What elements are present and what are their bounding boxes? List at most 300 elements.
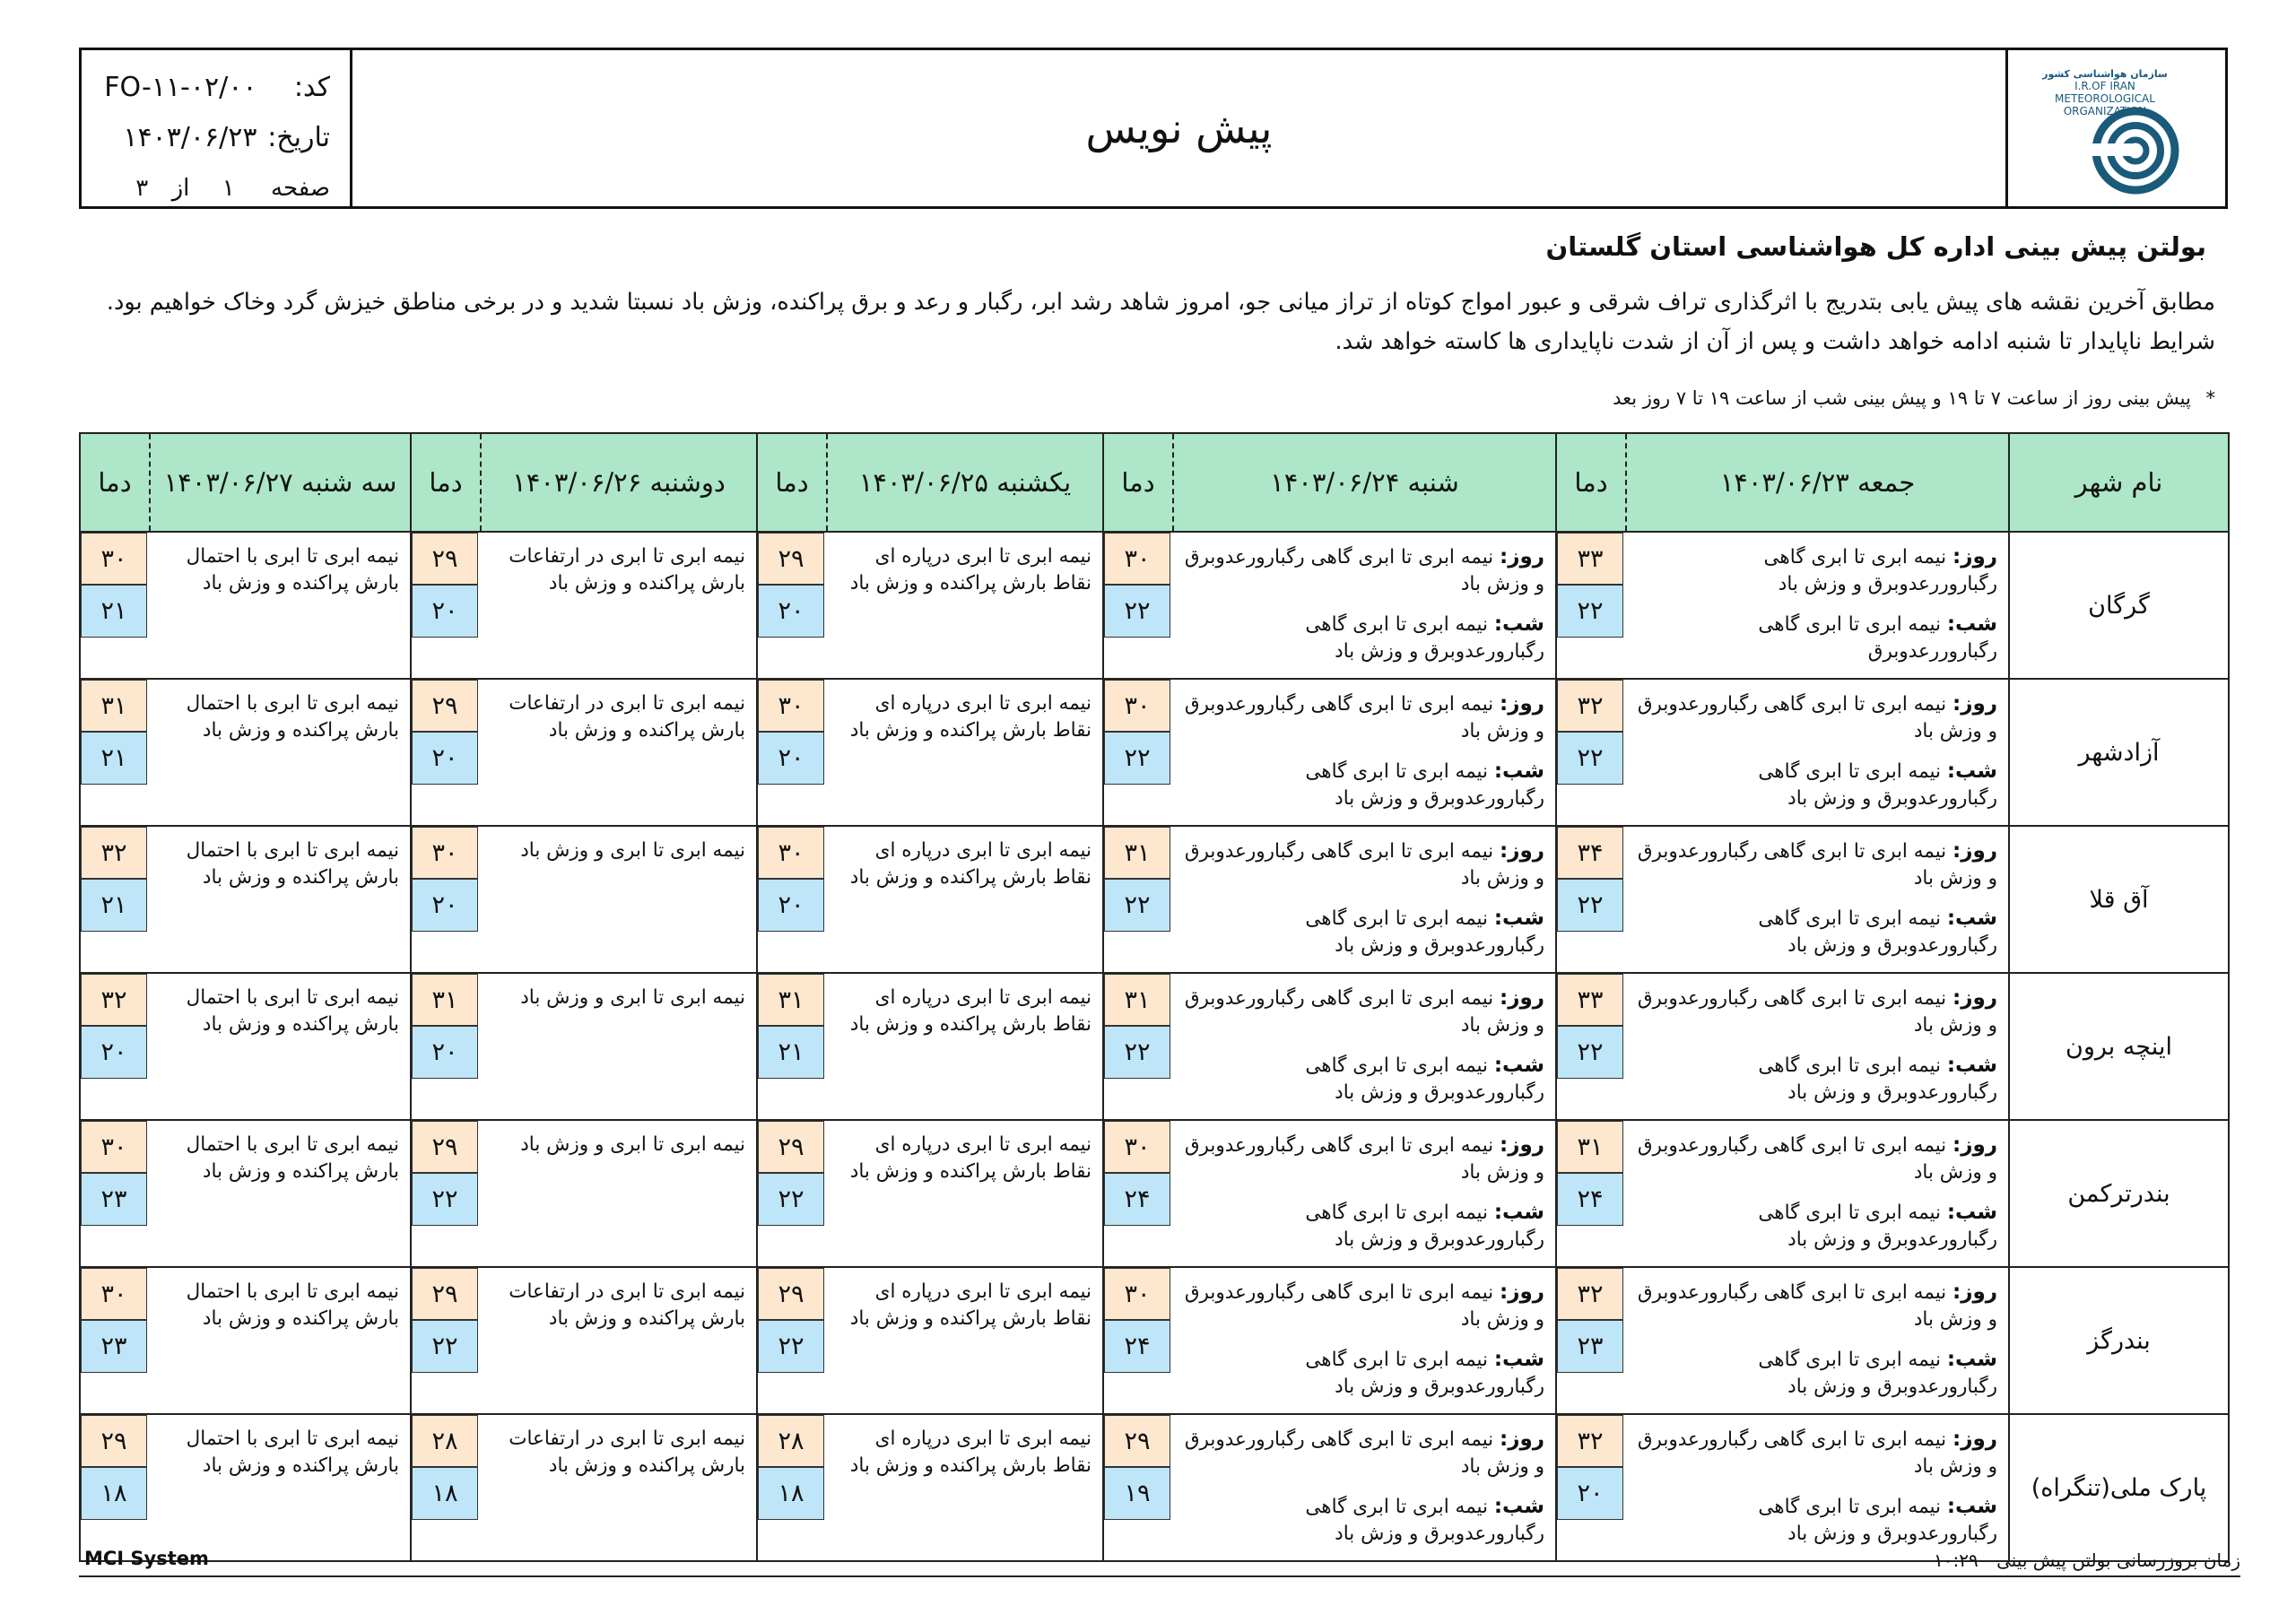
- temperature-cell: [1556, 1414, 1626, 1561]
- day-forecast-text: نیمه ابری تا ابری گاهی رگبارورعدوبرق و وزش باد: [1184, 840, 1544, 890]
- temperature-cell: [80, 1414, 150, 1561]
- table-row: [80, 679, 2229, 826]
- min-temperature: ۲۲: [758, 1320, 824, 1373]
- min-temperature: ۲۲: [1557, 879, 1623, 932]
- night-forecast: [1180, 758, 1544, 812]
- forecast-description: [1173, 532, 1556, 679]
- min-temperature: ۱۸: [758, 1467, 824, 1520]
- max-temperature: ۲۹: [412, 533, 478, 585]
- temperature-cell: [1103, 1267, 1173, 1414]
- temperature-cell: [80, 1120, 150, 1267]
- forecast-description: [481, 532, 757, 679]
- forecast-description: [827, 1414, 1103, 1561]
- forecast-description: [827, 1267, 1103, 1414]
- night-forecast: [1180, 1052, 1544, 1107]
- night-label: شب:: [1946, 1495, 1997, 1518]
- temp-header-5: دما: [80, 433, 150, 532]
- day-label: روز:: [1952, 692, 1997, 716]
- temperature-cell: [1556, 1120, 1626, 1267]
- day-label: روز:: [1500, 839, 1544, 863]
- min-temperature: ۲۲: [412, 1320, 478, 1373]
- day-forecast: [1633, 543, 1997, 598]
- day-label: روز:: [1500, 545, 1544, 568]
- forecast-description: [827, 532, 1103, 679]
- forecast-text: نیمه ابری تا ابری درپاره ای نقاط بارش پراکنده و وزش باد: [849, 1428, 1091, 1477]
- temperature-cell: [757, 1120, 827, 1267]
- forecast-text: نیمه ابری تا ابری و وزش باد: [520, 1133, 745, 1156]
- night-forecast-text: نیمه ابری تا ابری گاهی رگباروررعدوبرق: [1758, 613, 1997, 663]
- night-forecast-text: نیمه ابری تا ابری گاهی رگبارورعدوبرق و وزش باد: [1305, 760, 1544, 810]
- day-forecast: [1633, 1426, 1997, 1480]
- temperature-cell: [80, 826, 150, 973]
- page-total: ۳: [135, 175, 149, 202]
- night-forecast-text: نیمه ابری تا ابری گاهی رگبارورعدوبرق و وزش باد: [1305, 1349, 1544, 1398]
- min-temperature: ۲۰: [412, 732, 478, 785]
- temperature-cell: [411, 679, 481, 826]
- page-number: ۱: [222, 175, 235, 202]
- temp-header-1: دما: [1556, 433, 1626, 532]
- temperature-cell: [80, 973, 150, 1120]
- forecast-text: نیمه ابری تا ابری درپاره ای نقاط بارش پراکنده و وزش باد: [849, 986, 1091, 1036]
- day-header-5: سه شنبه ۱۴۰۳/۰۶/۲۷: [150, 433, 411, 532]
- forecast-description: [1626, 1267, 2009, 1414]
- day-label: روز:: [1952, 839, 1997, 863]
- forecast-description: [1173, 1120, 1556, 1267]
- max-temperature: ۲۹: [758, 533, 824, 585]
- page-label: صفحه: [271, 175, 330, 202]
- forecast-text: نیمه ابری تا ابری با احتمال بارش پراکنده و وزش باد: [186, 1133, 399, 1183]
- night-forecast: [1633, 758, 1997, 812]
- day-forecast: [1633, 838, 1997, 892]
- min-temperature: ۱۸: [81, 1467, 147, 1520]
- temperature-cell: [80, 1267, 150, 1414]
- logo-en-line-1: I.R.OF IRAN: [2074, 80, 2135, 92]
- min-temperature: ۲۰: [758, 585, 824, 638]
- day-forecast-text: نیمه ابری تا ابری گاهی رگبارورعدوبرق و وزش باد: [1637, 1428, 1997, 1478]
- day-forecast: [1180, 985, 1544, 1039]
- forecast-text: نیمه ابری تا ابری با احتمال بارش پراکنده و وزش باد: [186, 1428, 399, 1477]
- forecast-description: [1173, 1414, 1556, 1561]
- footer-system-label: MCI System: [84, 1548, 209, 1569]
- night-label: شب:: [1946, 1348, 1997, 1371]
- document-header: [79, 48, 2228, 209]
- day-label: روز:: [1952, 1428, 1997, 1451]
- temperature-cell: [411, 1414, 481, 1561]
- city-header: نام شهر: [2009, 433, 2229, 532]
- day-label: روز:: [1500, 1428, 1544, 1451]
- night-label: شب:: [1493, 1201, 1544, 1224]
- night-label: شب:: [1946, 1201, 1997, 1224]
- temperature-cell: [1556, 1267, 1626, 1414]
- city-name: اینچه برون: [2009, 973, 2229, 1120]
- forecast-text: نیمه ابری تا ابری درپاره ای نقاط بارش پراکنده و وزش باد: [849, 1133, 1091, 1183]
- max-temperature: ۳۰: [81, 1121, 147, 1173]
- table-row: [80, 1414, 2229, 1561]
- city-name: گرگان: [2009, 532, 2229, 679]
- max-temperature: ۲۹: [412, 680, 478, 732]
- forecast-text: نیمه ابری تا ابری در ارتفاعات بارش پراکنده و وزش باد: [509, 1280, 745, 1330]
- forecast-text: نیمه ابری تا ابری با احتمال بارش پراکنده و وزش باد: [186, 692, 399, 742]
- night-forecast-text: نیمه ابری تا ابری گاهی رگبارورعدوبرق و وزش باد: [1758, 1496, 1997, 1545]
- min-temperature: ۲۳: [81, 1173, 147, 1226]
- page-row: [82, 163, 330, 213]
- temperature-cell: [757, 532, 827, 679]
- forecast-text: نیمه ابری تا ابری در ارتفاعات بارش پراکنده و وزش باد: [509, 692, 745, 742]
- day-label: روز:: [1500, 692, 1544, 716]
- night-forecast: [1633, 1052, 1997, 1107]
- temperature-cell: [757, 826, 827, 973]
- night-forecast-text: نیمه ابری تا ابری گاهی رگبارورعدوبرق و وزش باد: [1758, 1202, 1997, 1251]
- temp-header-4: دما: [411, 433, 481, 532]
- day-forecast-text: نیمه ابری تا ابری گاهی رگبارورعدوبرق و وزش باد: [1184, 987, 1544, 1037]
- temperature-cell: [1103, 973, 1173, 1120]
- forecast-text: نیمه ابری تا ابری در ارتفاعات بارش پراکنده و وزش باد: [509, 1428, 745, 1477]
- max-temperature: ۲۹: [412, 1268, 478, 1320]
- day-label: روز:: [1952, 1133, 1997, 1157]
- day-forecast-text: نیمه ابری تا ابری گاهی رگباروررعدوبرق و وزش باد: [1763, 546, 1997, 595]
- forecast-description: [1626, 679, 2009, 826]
- document-meta: [82, 50, 352, 206]
- forecast-text: نیمه ابری تا ابری درپاره ای نقاط بارش پراکنده و وزش باد: [849, 1280, 1091, 1330]
- code-row: [82, 63, 330, 113]
- night-label: شب:: [1946, 907, 1997, 930]
- max-temperature: ۳۲: [81, 827, 147, 879]
- day-forecast-text: نیمه ابری تا ابری گاهی رگبارورعدوبرق و وزش باد: [1637, 987, 1997, 1037]
- max-temperature: ۳۰: [81, 1268, 147, 1320]
- day-header-2: شنبه ۱۴۰۳/۰۶/۲۴: [1173, 433, 1556, 532]
- day-label: روز:: [1500, 1280, 1544, 1304]
- city-name: بندرگز: [2009, 1267, 2229, 1414]
- forecast-text: نیمه ابری تا ابری با احتمال بارش پراکنده و وزش باد: [186, 839, 399, 889]
- forecast-description: [481, 826, 757, 973]
- max-temperature: ۲۸: [758, 1415, 824, 1467]
- temperature-cell: [1556, 826, 1626, 973]
- night-forecast-text: نیمه ابری تا ابری گاهی رگبارورعدوبرق و وزش باد: [1305, 1055, 1544, 1104]
- day-label: روز:: [1952, 986, 1997, 1010]
- night-forecast: [1180, 1346, 1544, 1401]
- day-label: روز:: [1952, 1280, 1997, 1304]
- table-row: [80, 973, 2229, 1120]
- night-forecast: [1633, 611, 1997, 665]
- night-forecast-text: نیمه ابری تا ابری گاهی رگبارورعدوبرق و وزش باد: [1305, 1496, 1544, 1545]
- forecast-description: [481, 679, 757, 826]
- max-temperature: ۳۳: [1557, 974, 1623, 1026]
- spiral-logo-icon: [2091, 106, 2180, 195]
- forecast-description: [1173, 826, 1556, 973]
- max-temperature: ۳۰: [81, 533, 147, 585]
- night-forecast: [1180, 1199, 1544, 1254]
- day-forecast: [1633, 1279, 1997, 1333]
- forecast-description: [827, 973, 1103, 1120]
- min-temperature: ۲۲: [1104, 879, 1170, 932]
- day-forecast: [1180, 1279, 1544, 1333]
- max-temperature: ۳۱: [1557, 1121, 1623, 1173]
- night-forecast-text: نیمه ابری تا ابری گاهی رگبارورعدوبرق و وزش باد: [1758, 1349, 1997, 1398]
- logo-en-line-2: METEOROLOGICAL: [2055, 92, 2155, 105]
- min-temperature: ۲۳: [1557, 1320, 1623, 1373]
- max-temperature: ۳۱: [1104, 974, 1170, 1026]
- night-label: شب:: [1493, 1054, 1544, 1077]
- min-temperature: ۲۲: [1104, 732, 1170, 785]
- night-forecast-text: نیمه ابری تا ابری گاهی رگبارورعدوبرق و وزش باد: [1305, 907, 1544, 957]
- day-forecast: [1180, 543, 1544, 598]
- forecast-description: [1173, 973, 1556, 1120]
- note-text: پیش بینی روز از ساعت ۷ تا ۱۹ و پیش بینی شب از ساعت ۱۹ تا ۷ روز بعد: [1613, 387, 2191, 409]
- forecast-description: [1626, 973, 2009, 1120]
- night-label: شب:: [1946, 759, 1997, 783]
- min-temperature: ۲۱: [81, 879, 147, 932]
- day-header-1: جمعه ۱۴۰۳/۰۶/۲۳: [1626, 433, 2009, 532]
- temperature-cell: [411, 1267, 481, 1414]
- max-temperature: ۳۴: [1557, 827, 1623, 879]
- min-temperature: ۲۴: [1557, 1173, 1623, 1226]
- forecast-description: [481, 973, 757, 1120]
- intro-line-1: مطابق آخرین نقشه های پیش یابی بتدریج با اثرگذاری تراف شرقی و عبور امواج کوتاه از تراز میانی جو، امروز شاهد رشد ابر، رگبار و رعد و برق پراکنده، وزش باد نسبتا شدید و در برخی مناطق خیزش گرد وخاک خواهیم بود.: [106, 289, 2215, 316]
- day-forecast: [1633, 690, 1997, 745]
- forecast-text: نیمه ابری تا ابری درپاره ای نقاط بارش پراکنده و وزش باد: [849, 692, 1091, 742]
- min-temperature: ۲۰: [758, 732, 824, 785]
- night-forecast-text: نیمه ابری تا ابری گاهی رگبارورعدوبرق و وزش باد: [1758, 1055, 1997, 1104]
- night-forecast: [1633, 1493, 1997, 1548]
- forecast-text: نیمه ابری تا ابری درپاره ای نقاط بارش پراکنده و وزش باد: [849, 545, 1091, 595]
- min-temperature: ۱۹: [1104, 1467, 1170, 1520]
- night-label: شب:: [1493, 1348, 1544, 1371]
- table-row: [80, 1267, 2229, 1414]
- min-temperature: ۲۱: [81, 732, 147, 785]
- max-temperature: ۳۲: [1557, 1415, 1623, 1467]
- forecast-description: [1626, 1120, 2009, 1267]
- min-temperature: ۲۱: [758, 1026, 824, 1079]
- max-temperature: ۳۰: [1104, 1268, 1170, 1320]
- temperature-cell: [1556, 973, 1626, 1120]
- forecast-description: [827, 1120, 1103, 1267]
- max-temperature: ۳۰: [412, 827, 478, 879]
- max-temperature: ۲۹: [758, 1268, 824, 1320]
- min-temperature: ۲۰: [1557, 1467, 1623, 1520]
- temperature-cell: [80, 679, 150, 826]
- footer-update-value: ۱۰:۲۹: [1934, 1549, 1979, 1571]
- table-row: [80, 1120, 2229, 1267]
- logo-fa-text: سازمان هواشناسی کشور: [2042, 68, 2168, 80]
- forecast-description: [827, 826, 1103, 973]
- night-forecast-text: نیمه ابری تا ابری گاهی رگبارورعدوبرق و وزش باد: [1305, 613, 1544, 663]
- forecast-description: [481, 1414, 757, 1561]
- date-value: ۱۴۰۳/۰۶/۲۳: [123, 122, 257, 153]
- temperature-cell: [411, 532, 481, 679]
- code-label: کد:: [293, 72, 330, 103]
- forecast-description: [150, 826, 411, 973]
- forecast-time-note: [1613, 387, 2215, 409]
- min-temperature: ۲۰: [412, 879, 478, 932]
- temperature-cell: [757, 679, 827, 826]
- night-forecast-text: نیمه ابری تا ابری گاهی رگبارورعدوبرق و وزش باد: [1758, 760, 1997, 810]
- footer-divider: [79, 1575, 2240, 1577]
- temperature-cell: [1103, 826, 1173, 973]
- forecast-table-body: [80, 532, 2229, 1561]
- day-forecast: [1180, 690, 1544, 745]
- forecast-text: نیمه ابری تا ابری با احتمال بارش پراکنده و وزش باد: [186, 545, 399, 595]
- max-temperature: ۳۲: [1557, 680, 1623, 732]
- temperature-cell: [411, 1120, 481, 1267]
- day-forecast-text: نیمه ابری تا ابری گاهی رگبارورعدوبرق و وزش باد: [1637, 1134, 1997, 1184]
- min-temperature: ۲۲: [1557, 585, 1623, 638]
- night-label: شب:: [1493, 759, 1544, 783]
- day-header-3: یکشنبه ۱۴۰۳/۰۶/۲۵: [827, 433, 1103, 532]
- footer-update-label: زمان بروزرسانی بولتن پیش بینی: [1996, 1549, 2240, 1571]
- day-forecast: [1633, 1132, 1997, 1186]
- forecast-text: نیمه ابری تا ابری درپاره ای نقاط بارش پراکنده و وزش باد: [849, 839, 1091, 889]
- bulletin-title: بولتن پیش بینی اداره کل هواشناسی استان گلستان: [1545, 231, 2206, 262]
- night-forecast: [1633, 1346, 1997, 1401]
- max-temperature: ۳۰: [1104, 533, 1170, 585]
- max-temperature: ۳۱: [412, 974, 478, 1026]
- city-name: بندرترکمن: [2009, 1120, 2229, 1267]
- night-label: شب:: [1493, 907, 1544, 930]
- max-temperature: ۳۲: [1557, 1268, 1623, 1320]
- forecast-description: [150, 1267, 411, 1414]
- forecast-description: [150, 1120, 411, 1267]
- max-temperature: ۳۲: [81, 974, 147, 1026]
- logo-en-line-3: ORGANIZATION: [2063, 105, 2147, 117]
- temperature-cell: [1103, 1120, 1173, 1267]
- day-label: روز:: [1500, 1133, 1544, 1157]
- temperature-cell: [757, 1267, 827, 1414]
- forecast-text: نیمه ابری تا ابری با احتمال بارش پراکنده و وزش باد: [186, 1280, 399, 1330]
- forecast-text: نیمه ابری تا ابری در ارتفاعات بارش پراکنده و وزش باد: [509, 545, 745, 595]
- night-label: شب:: [1946, 612, 1997, 636]
- date-label: تاریخ:: [267, 122, 330, 153]
- page-title: پیش نویس: [1085, 104, 1273, 152]
- city-name: پارک ملی(تنگراه): [2009, 1414, 2229, 1561]
- night-label: شب:: [1493, 1495, 1544, 1518]
- intro-line-2: شرایط ناپایدار تا شنبه ادامه خواهد داشت و پس از آن از شدت ناپایداری ها کاسته خواهد شد.: [1335, 328, 2215, 355]
- min-temperature: ۲۴: [1104, 1173, 1170, 1226]
- night-forecast: [1180, 611, 1544, 665]
- day-label: روز:: [1500, 986, 1544, 1010]
- forecast-description: [481, 1267, 757, 1414]
- forecast-description: [150, 973, 411, 1120]
- max-temperature: ۳۰: [1104, 680, 1170, 732]
- table-row: [80, 532, 2229, 679]
- min-temperature: ۲۲: [1557, 732, 1623, 785]
- night-forecast-text: نیمه ابری تا ابری گاهی رگبارورعدوبرق و وزش باد: [1758, 907, 1997, 957]
- organization-logo: [2005, 50, 2225, 206]
- max-temperature: ۳۱: [758, 974, 824, 1026]
- min-temperature: ۲۰: [81, 1026, 147, 1079]
- day-forecast: [1633, 985, 1997, 1039]
- night-forecast: [1180, 905, 1544, 959]
- temp-header-2: دما: [1103, 433, 1173, 532]
- max-temperature: ۳۰: [758, 827, 824, 879]
- code-value: FO-۱۱-۰۲/۰۰: [104, 72, 257, 103]
- city-name: آزادشهر: [2009, 679, 2229, 826]
- temperature-cell: [757, 1414, 827, 1561]
- day-header-4: دوشنبه ۱۴۰۳/۰۶/۲۶: [481, 433, 757, 532]
- day-forecast-text: نیمه ابری تا ابری گاهی رگبارورعدوبرق و وزش باد: [1184, 693, 1544, 742]
- temperature-cell: [80, 532, 150, 679]
- min-temperature: ۲۰: [412, 585, 478, 638]
- min-temperature: ۱۸: [412, 1467, 478, 1520]
- forecast-description: [150, 679, 411, 826]
- table-row: [80, 826, 2229, 973]
- city-name: آق قلا: [2009, 826, 2229, 973]
- temperature-cell: [757, 973, 827, 1120]
- max-temperature: ۲۹: [1104, 1415, 1170, 1467]
- min-temperature: ۲۲: [1104, 1026, 1170, 1079]
- min-temperature: ۲۰: [758, 879, 824, 932]
- night-forecast: [1633, 1199, 1997, 1254]
- max-temperature: ۲۹: [81, 1415, 147, 1467]
- max-temperature: ۲۹: [758, 1121, 824, 1173]
- day-forecast-text: نیمه ابری تا ابری گاهی رگبارورعدوبرق و وزش باد: [1637, 1281, 1997, 1331]
- night-label: شب:: [1946, 1054, 1997, 1077]
- temp-header-3: دما: [757, 433, 827, 532]
- max-temperature: ۳۰: [1104, 1121, 1170, 1173]
- min-temperature: ۲۲: [1557, 1026, 1623, 1079]
- note-asterisk: *: [2205, 387, 2215, 409]
- temperature-cell: [1103, 1414, 1173, 1561]
- day-forecast: [1180, 1426, 1544, 1480]
- max-temperature: ۳۳: [1557, 533, 1623, 585]
- forecast-text: نیمه ابری تا ابری و وزش باد: [520, 986, 745, 1009]
- forecast-text: نیمه ابری تا ابری با احتمال بارش پراکنده و وزش باد: [186, 986, 399, 1036]
- temperature-cell: [411, 826, 481, 973]
- max-temperature: ۲۸: [412, 1415, 478, 1467]
- temperature-cell: [1556, 679, 1626, 826]
- temperature-cell: [1103, 679, 1173, 826]
- night-forecast: [1633, 905, 1997, 959]
- max-temperature: ۳۰: [758, 680, 824, 732]
- forecast-text: نیمه ابری تا ابری و وزش باد: [520, 839, 745, 862]
- day-forecast-text: نیمه ابری تا ابری گاهی رگبارورعدوبرق و وزش باد: [1184, 546, 1544, 595]
- min-temperature: ۲۲: [412, 1173, 478, 1226]
- max-temperature: ۳۱: [81, 680, 147, 732]
- min-temperature: ۲۱: [81, 585, 147, 638]
- footer-update-time: [1934, 1549, 2240, 1571]
- intro-text: [99, 282, 2215, 361]
- day-label: روز:: [1952, 545, 1997, 568]
- min-temperature: ۲۲: [758, 1173, 824, 1226]
- day-forecast-text: نیمه ابری تا ابری گاهی رگبارورعدوبرق و وزش باد: [1184, 1428, 1544, 1478]
- min-temperature: ۲۳: [81, 1320, 147, 1373]
- temperature-cell: [1103, 532, 1173, 679]
- max-temperature: ۳۱: [1104, 827, 1170, 879]
- forecast-description: [1626, 532, 2009, 679]
- forecast-description: [1173, 1267, 1556, 1414]
- date-row: [82, 113, 330, 163]
- forecast-description: [1626, 1414, 2009, 1561]
- day-forecast-text: نیمه ابری تا ابری گاهی رگبارورعدوبرق و وزش باد: [1637, 840, 1997, 890]
- max-temperature: ۲۹: [412, 1121, 478, 1173]
- forecast-description: [150, 1414, 411, 1561]
- forecast-description: [1626, 826, 2009, 973]
- temperature-cell: [1556, 532, 1626, 679]
- night-forecast: [1180, 1493, 1544, 1548]
- day-forecast-text: نیمه ابری تا ابری گاهی رگبارورعدوبرق و وزش باد: [1637, 693, 1997, 742]
- day-forecast-text: نیمه ابری تا ابری گاهی رگبارورعدوبرق و وزش باد: [1184, 1134, 1544, 1184]
- day-forecast: [1180, 838, 1544, 892]
- page-of-label: از: [171, 175, 190, 202]
- night-label: شب:: [1493, 612, 1544, 636]
- forecast-description: [481, 1120, 757, 1267]
- min-temperature: ۲۴: [1104, 1320, 1170, 1373]
- night-forecast-text: نیمه ابری تا ابری گاهی رگبارورعدوبرق و وزش باد: [1305, 1202, 1544, 1251]
- min-temperature: ۲۲: [1104, 585, 1170, 638]
- temperature-cell: [411, 973, 481, 1120]
- day-forecast-text: نیمه ابری تا ابری گاهی رگبارورعدوبرق و وزش باد: [1184, 1281, 1544, 1331]
- forecast-description: [150, 532, 411, 679]
- day-forecast: [1180, 1132, 1544, 1186]
